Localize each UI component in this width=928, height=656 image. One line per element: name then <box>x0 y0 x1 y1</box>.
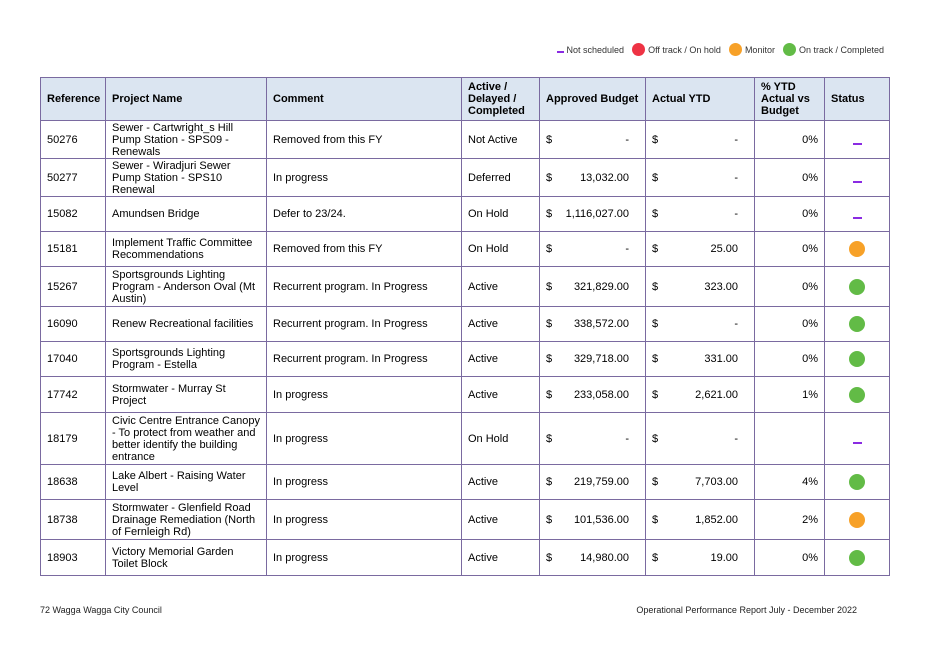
cell-status <box>825 121 890 159</box>
currency-symbol: $ <box>546 551 553 564</box>
table-row <box>41 377 890 413</box>
cell-project-name: Renew Recreational facilities <box>106 307 267 342</box>
header-pct-ytd: % YTD Actual vs Budget <box>755 78 825 121</box>
monitor-status-icon <box>849 512 865 528</box>
actual-value: - <box>734 208 738 220</box>
cell-reference: 18903 <box>41 540 106 576</box>
not-scheduled-dash-icon <box>557 51 564 53</box>
header-approved-budget: Approved Budget <box>540 78 646 121</box>
footer-left: 72 Wagga Wagga City Council <box>40 605 162 615</box>
cell-reference: 50277 <box>41 159 106 197</box>
currency-symbol: $ <box>546 208 553 220</box>
cell-actual-ytd <box>646 232 755 267</box>
cell-status <box>825 342 890 377</box>
cell-project-name: Implement Traffic Committee Recommendations <box>106 232 267 267</box>
cell-actual-ytd <box>646 540 755 576</box>
legend-label: Off track / On hold <box>648 44 721 55</box>
cell-project-name: Civic Centre Entrance Canopy - To protect from weather and better identify the building entrance <box>106 413 267 465</box>
cell-actual-ytd <box>646 413 755 465</box>
header-project-name: Project Name <box>106 78 267 121</box>
header-reference: Reference <box>41 78 106 121</box>
actual-value: - <box>734 171 738 184</box>
legend-not-scheduled <box>557 45 625 55</box>
actual-value: 19.00 <box>710 551 738 564</box>
cell-actual-ytd <box>646 377 755 413</box>
cell-reference: 17742 <box>41 377 106 413</box>
currency-symbol: $ <box>652 280 659 293</box>
monitor-dot-icon <box>729 43 742 56</box>
cell-comment: Defer to 23/24. <box>267 197 462 232</box>
cell-project-name: Stormwater - Murray St Project <box>106 377 267 413</box>
cell-state: Deferred <box>462 159 540 197</box>
legend-label: Not scheduled <box>566 44 625 55</box>
cell-reference: 17040 <box>41 342 106 377</box>
currency-symbol: $ <box>546 171 553 184</box>
cell-state: Active <box>462 377 540 413</box>
cell-comment: Removed from this FY <box>267 232 462 267</box>
cell-pct-ytd: 4% <box>755 465 825 500</box>
legend-off-track <box>632 43 721 56</box>
cell-status <box>825 465 890 500</box>
cell-comment: In progress <box>267 159 462 197</box>
cell-pct-ytd: 0% <box>755 267 825 307</box>
cell-approved-budget <box>540 413 646 465</box>
cell-status <box>825 413 890 465</box>
currency-symbol: $ <box>546 318 553 330</box>
legend-label: On track / Completed <box>798 44 884 55</box>
actual-value: 323.00 <box>704 280 738 293</box>
cell-approved-budget <box>540 197 646 232</box>
currency-symbol: $ <box>546 280 553 293</box>
budget-value: 219,759.00 <box>573 476 629 488</box>
monitor-status-icon <box>849 241 865 257</box>
cell-comment: In progress <box>267 377 462 413</box>
not-scheduled-status-icon <box>853 217 862 219</box>
header-state: Active / Delayed / Completed <box>462 78 540 121</box>
legend-label: Monitor <box>744 44 775 55</box>
budget-value: 13,032.00 <box>580 171 629 184</box>
cell-reference: 15267 <box>41 267 106 307</box>
cell-state: Active <box>462 307 540 342</box>
cell-actual-ytd <box>646 121 755 159</box>
cell-approved-budget <box>540 267 646 307</box>
cell-approved-budget <box>540 121 646 159</box>
currency-symbol: $ <box>546 133 553 146</box>
table-row <box>41 121 890 159</box>
cell-state: Active <box>462 540 540 576</box>
cell-pct-ytd: 0% <box>755 342 825 377</box>
currency-symbol: $ <box>546 476 553 488</box>
cell-status <box>825 500 890 540</box>
cell-project-name: Victory Memorial Garden Toilet Block <box>106 540 267 576</box>
header-comment: Comment <box>267 78 462 121</box>
cell-state: Not Active <box>462 121 540 159</box>
actual-value: 7,703.00 <box>695 476 738 488</box>
cell-project-name: Sewer - Cartwright_s Hill Pump Station - SPS09 - Renewals <box>106 121 267 159</box>
cell-actual-ytd <box>646 500 755 540</box>
cell-reference: 16090 <box>41 307 106 342</box>
actual-value: 25.00 <box>710 243 738 255</box>
cell-comment: In progress <box>267 413 462 465</box>
cell-pct-ytd <box>755 413 825 465</box>
currency-symbol: $ <box>652 476 659 488</box>
cell-state: Active <box>462 267 540 307</box>
actual-value: - <box>734 432 738 445</box>
budget-value: - <box>625 243 629 255</box>
currency-symbol: $ <box>652 513 659 526</box>
cell-pct-ytd: 0% <box>755 540 825 576</box>
table-row <box>41 342 890 377</box>
cell-approved-budget <box>540 342 646 377</box>
budget-value: 101,536.00 <box>573 513 629 526</box>
cell-reference: 15181 <box>41 232 106 267</box>
cell-approved-budget <box>540 500 646 540</box>
cell-comment: In progress <box>267 500 462 540</box>
cell-status <box>825 159 890 197</box>
currency-symbol: $ <box>652 388 659 401</box>
cell-pct-ytd: 1% <box>755 377 825 413</box>
currency-symbol: $ <box>652 243 659 255</box>
cell-pct-ytd: 2% <box>755 500 825 540</box>
cell-project-name: Amundsen Bridge <box>106 197 267 232</box>
currency-symbol: $ <box>652 353 659 365</box>
budget-value: 321,829.00 <box>573 280 629 293</box>
cell-state: Active <box>462 465 540 500</box>
table-row <box>41 307 890 342</box>
header-status: Status <box>825 78 890 121</box>
cell-project-name: Sportsgrounds Lighting Program - Anderson Oval (Mt Austin) <box>106 267 267 307</box>
cell-project-name: Lake Albert - Raising Water Level <box>106 465 267 500</box>
on-track-status-icon <box>849 279 865 295</box>
cell-reference: 18638 <box>41 465 106 500</box>
cell-status <box>825 377 890 413</box>
budget-value: - <box>625 432 629 445</box>
table-row <box>41 197 890 232</box>
table-body <box>41 121 890 576</box>
not-scheduled-status-icon <box>853 181 862 183</box>
not-scheduled-status-icon <box>853 143 862 145</box>
cell-actual-ytd <box>646 307 755 342</box>
cell-state: On Hold <box>462 197 540 232</box>
budget-value: 233,058.00 <box>573 388 629 401</box>
cell-approved-budget <box>540 377 646 413</box>
currency-symbol: $ <box>546 513 553 526</box>
legend-monitor <box>729 43 775 56</box>
currency-symbol: $ <box>652 171 659 184</box>
table-row <box>41 159 890 197</box>
currency-symbol: $ <box>652 432 659 445</box>
table-row <box>41 232 890 267</box>
cell-reference: 18179 <box>41 413 106 465</box>
cell-project-name: Stormwater - Glenfield Road Drainage Remediation (North of Fernleigh Rd) <box>106 500 267 540</box>
on-track-dot-icon <box>783 43 796 56</box>
table-row <box>41 540 890 576</box>
legend <box>549 43 884 56</box>
cell-approved-budget <box>540 465 646 500</box>
cell-project-name: Sewer - Wiradjuri Sewer Pump Station - SPS10 Renewal <box>106 159 267 197</box>
currency-symbol: $ <box>546 388 553 401</box>
cell-status <box>825 197 890 232</box>
cell-reference: 50276 <box>41 121 106 159</box>
header-actual-ytd: Actual YTD <box>646 78 755 121</box>
cell-approved-budget <box>540 232 646 267</box>
cell-comment: Recurrent program. In Progress <box>267 307 462 342</box>
cell-comment: In progress <box>267 465 462 500</box>
cell-pct-ytd: 0% <box>755 197 825 232</box>
cell-state: On Hold <box>462 413 540 465</box>
cell-state: Active <box>462 342 540 377</box>
not-scheduled-status-icon <box>853 442 862 444</box>
cell-actual-ytd <box>646 267 755 307</box>
cell-actual-ytd <box>646 197 755 232</box>
currency-symbol: $ <box>652 318 659 330</box>
currency-symbol: $ <box>652 133 659 146</box>
cell-approved-budget <box>540 159 646 197</box>
currency-symbol: $ <box>546 353 553 365</box>
actual-value: 1,852.00 <box>695 513 738 526</box>
table-row <box>41 465 890 500</box>
cell-approved-budget <box>540 540 646 576</box>
actual-value: - <box>734 133 738 146</box>
table-row <box>41 267 890 307</box>
cell-state: Active <box>462 500 540 540</box>
cell-pct-ytd: 0% <box>755 121 825 159</box>
cell-pct-ytd: 0% <box>755 159 825 197</box>
on-track-status-icon <box>849 550 865 566</box>
cell-pct-ytd: 0% <box>755 307 825 342</box>
header-row <box>41 78 890 121</box>
projects-table <box>40 77 890 576</box>
currency-symbol: $ <box>546 243 553 255</box>
cell-reference: 18738 <box>41 500 106 540</box>
cell-project-name: Sportsgrounds Lighting Program - Estella <box>106 342 267 377</box>
actual-value: 2,621.00 <box>695 388 738 401</box>
budget-value: 14,980.00 <box>580 551 629 564</box>
actual-value: 331.00 <box>704 353 738 365</box>
budget-value: - <box>625 133 629 146</box>
off-track-dot-icon <box>632 43 645 56</box>
cell-pct-ytd: 0% <box>755 232 825 267</box>
cell-comment: In progress <box>267 540 462 576</box>
cell-approved-budget <box>540 307 646 342</box>
cell-reference: 15082 <box>41 197 106 232</box>
cell-comment: Recurrent program. In Progress <box>267 267 462 307</box>
currency-symbol: $ <box>546 432 553 445</box>
legend-on-track <box>783 43 884 56</box>
on-track-status-icon <box>849 387 865 403</box>
currency-symbol: $ <box>652 551 659 564</box>
cell-status <box>825 267 890 307</box>
on-track-status-icon <box>849 351 865 367</box>
cell-comment: Removed from this FY <box>267 121 462 159</box>
actual-value: - <box>734 318 738 330</box>
cell-status <box>825 540 890 576</box>
footer-right: Operational Performance Report July - December 2022 <box>636 605 857 615</box>
cell-status <box>825 232 890 267</box>
on-track-status-icon <box>849 474 865 490</box>
table-row <box>41 413 890 465</box>
cell-state: On Hold <box>462 232 540 267</box>
table-row <box>41 500 890 540</box>
budget-value: 329,718.00 <box>573 353 629 365</box>
cell-status <box>825 307 890 342</box>
cell-comment: Recurrent program. In Progress <box>267 342 462 377</box>
cell-actual-ytd <box>646 159 755 197</box>
on-track-status-icon <box>849 316 865 332</box>
budget-value: 338,572.00 <box>573 318 629 330</box>
cell-actual-ytd <box>646 342 755 377</box>
cell-actual-ytd <box>646 465 755 500</box>
currency-symbol: $ <box>652 208 659 220</box>
budget-value: 1,116,027.00 <box>565 208 629 220</box>
